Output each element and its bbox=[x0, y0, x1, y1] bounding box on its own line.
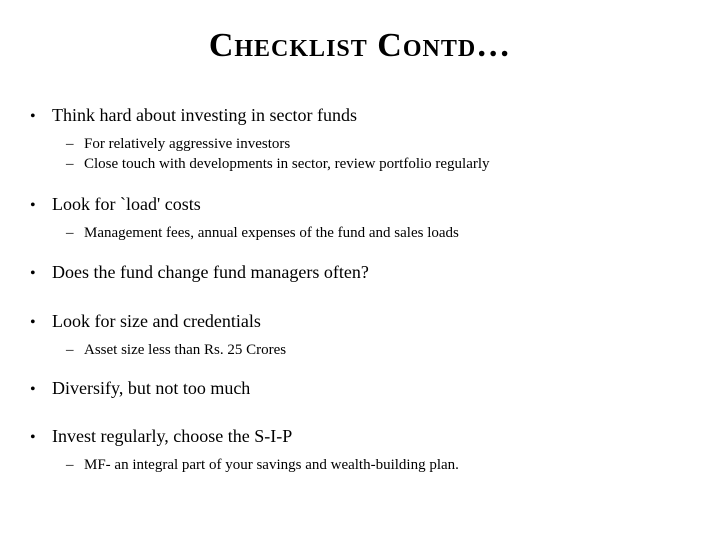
bullet-item bbox=[30, 425, 700, 475]
bullet-item bbox=[30, 193, 700, 243]
sub-item bbox=[66, 340, 700, 360]
dash-icon: – bbox=[66, 225, 74, 241]
bullet-item bbox=[30, 377, 700, 401]
sub-item bbox=[66, 134, 700, 154]
sub-text: For relatively aggressive investors bbox=[84, 136, 291, 152]
dash-icon: – bbox=[66, 136, 74, 152]
bullet-text: Does the fund change fund managers often? bbox=[52, 262, 369, 282]
sub-list bbox=[30, 134, 700, 174]
dash-icon: – bbox=[66, 342, 74, 358]
sub-text: Management fees, annual expenses of the fund and sales loads bbox=[84, 225, 459, 241]
sub-list bbox=[30, 223, 700, 243]
bullet-item bbox=[30, 310, 700, 360]
bullet-icon: • bbox=[30, 314, 36, 331]
sub-text: Asset size less than Rs. 25 Crores bbox=[84, 342, 287, 358]
bullet-text: Diversify, but not too much bbox=[52, 378, 251, 398]
bullet-item bbox=[30, 104, 700, 174]
sub-item bbox=[66, 154, 700, 174]
bullet-icon: • bbox=[30, 429, 36, 446]
bullet-icon: • bbox=[30, 108, 36, 125]
bullet-icon: • bbox=[30, 197, 36, 214]
bullet-text: Look for size and credentials bbox=[52, 311, 261, 331]
bullet-text: Think hard about investing in sector funds bbox=[52, 105, 357, 125]
dash-icon: – bbox=[66, 457, 74, 473]
sub-text: MF- an integral part of your savings and wealth-building plan. bbox=[84, 457, 459, 473]
bullet-text: Look for `load' costs bbox=[52, 194, 201, 214]
slide-title: Checklist Contd… bbox=[208, 27, 512, 64]
dash-icon: – bbox=[66, 156, 74, 172]
sub-list bbox=[30, 340, 700, 360]
sub-list bbox=[30, 455, 700, 475]
bullet-text: Invest regularly, choose the S-I-P bbox=[52, 426, 293, 446]
sub-item bbox=[66, 455, 700, 475]
bullet-item bbox=[30, 261, 700, 285]
bullet-icon: • bbox=[30, 381, 36, 398]
bullet-icon: • bbox=[30, 265, 36, 282]
sub-text: Close touch with developments in sector, review portfolio regularly bbox=[84, 156, 490, 172]
sub-item bbox=[66, 223, 700, 243]
